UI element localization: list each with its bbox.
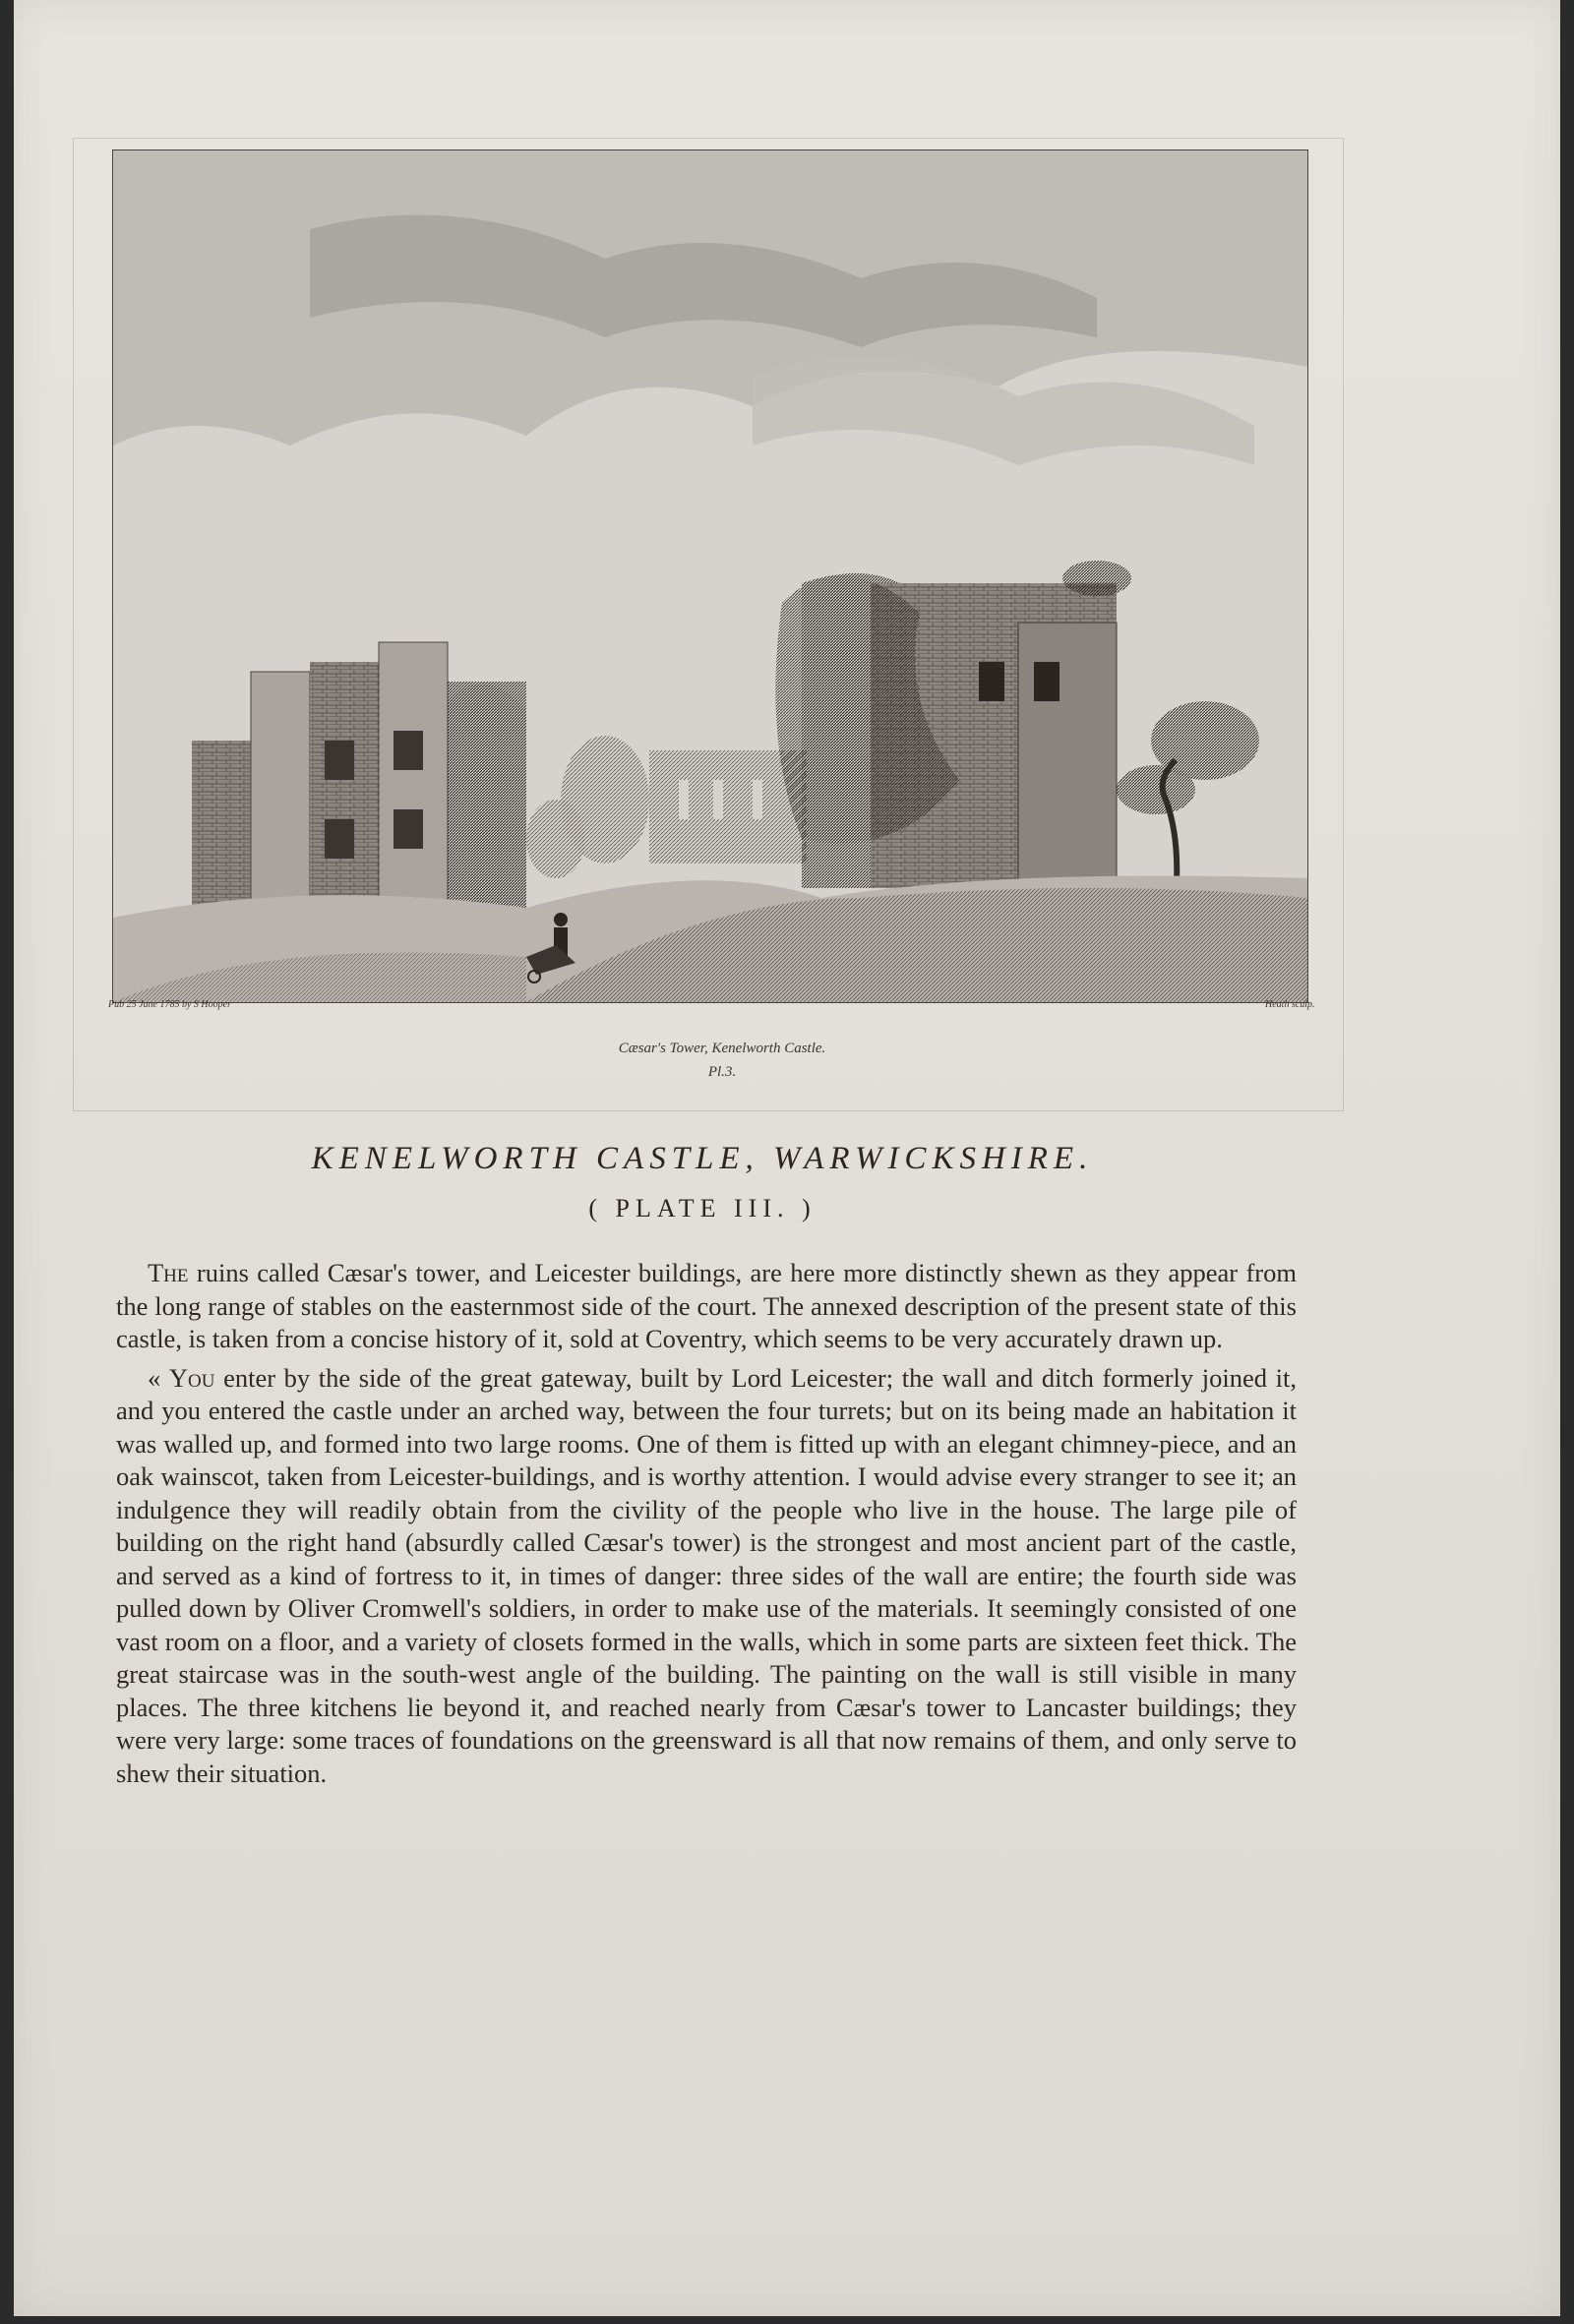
castle-ruins-engraving	[113, 150, 1307, 1002]
paragraph-1-lead: The	[148, 1258, 189, 1287]
paragraph-2	[116, 1362, 1297, 1791]
paragraph-2-lead: You	[168, 1362, 215, 1393]
plate-caption-number: Pl.3.	[707, 1064, 737, 1080]
paragraph-2-text: enter by the side of the great gateway, built by Lord Leicester; the wall and ditch formerly joined it, and you entered the castle under an arched way, between the four turrets; but on its being made an habitation it was walled up, and formed into two large rooms. One of them is fitted up with an elegant chimney-piece, and an oak wainscot, taken from Leicester-buildings, and is worthy attention. I would advise every stranger to see it; an indulgence they will readily obtain from the civility of the people who live in the house. The large pile of building on the right hand (absurdly called Cæsar's tower) is the strongest and most ancient part of the castle, and served as a kind of fortress to it, in times of danger: three sides of the wall are entire; the fourth side was pulled down by Oliver Cromwell's soldiers, in order to make use of the materials. It seemingly consisted of one vast room on a floor, and a variety of closets formed in the walls, which in some parts are sixteen feet thick. The great staircase was in the south-west angle of the building. The painting on the wall is still visible in many places. The three kitchens lie beyond it, and reached nearly from Cæsar's tower to Lancaster buildings; they were very large: some traces of foundations on the greensward is all that now remains of them, and only serve to shew their situation.	[116, 1362, 1297, 1788]
imprint-publisher: Pub 25 June 1785 by S Hooper	[108, 999, 231, 1010]
page-sheet	[14, 0, 1560, 2316]
paragraph-1	[116, 1257, 1297, 1356]
paragraph-1-text: ruins called Cæsar's tower, and Leicester buildings, are here more distinctly shewn as they appear from the long range of stables on the easternmost side of the court. The annexed description of the present state of this castle, is taken from a concise history of it, sold at Coventry, which seems to be very accurately drawn up.	[116, 1258, 1297, 1353]
paragraph-2-quote: «	[148, 1362, 169, 1393]
imprint-engraver: Heath sculp.	[1265, 999, 1315, 1010]
article-heading: KENELWORTH CASTLE, WARWICKSHIRE.	[311, 1141, 1094, 1176]
plate-caption-title: Cæsar's Tower, Kenelworth Castle.	[618, 1041, 826, 1056]
article-subheading: ( PLATE III. )	[588, 1194, 817, 1222]
article-body	[116, 1257, 1297, 1796]
engraving-illustration	[112, 149, 1308, 1003]
